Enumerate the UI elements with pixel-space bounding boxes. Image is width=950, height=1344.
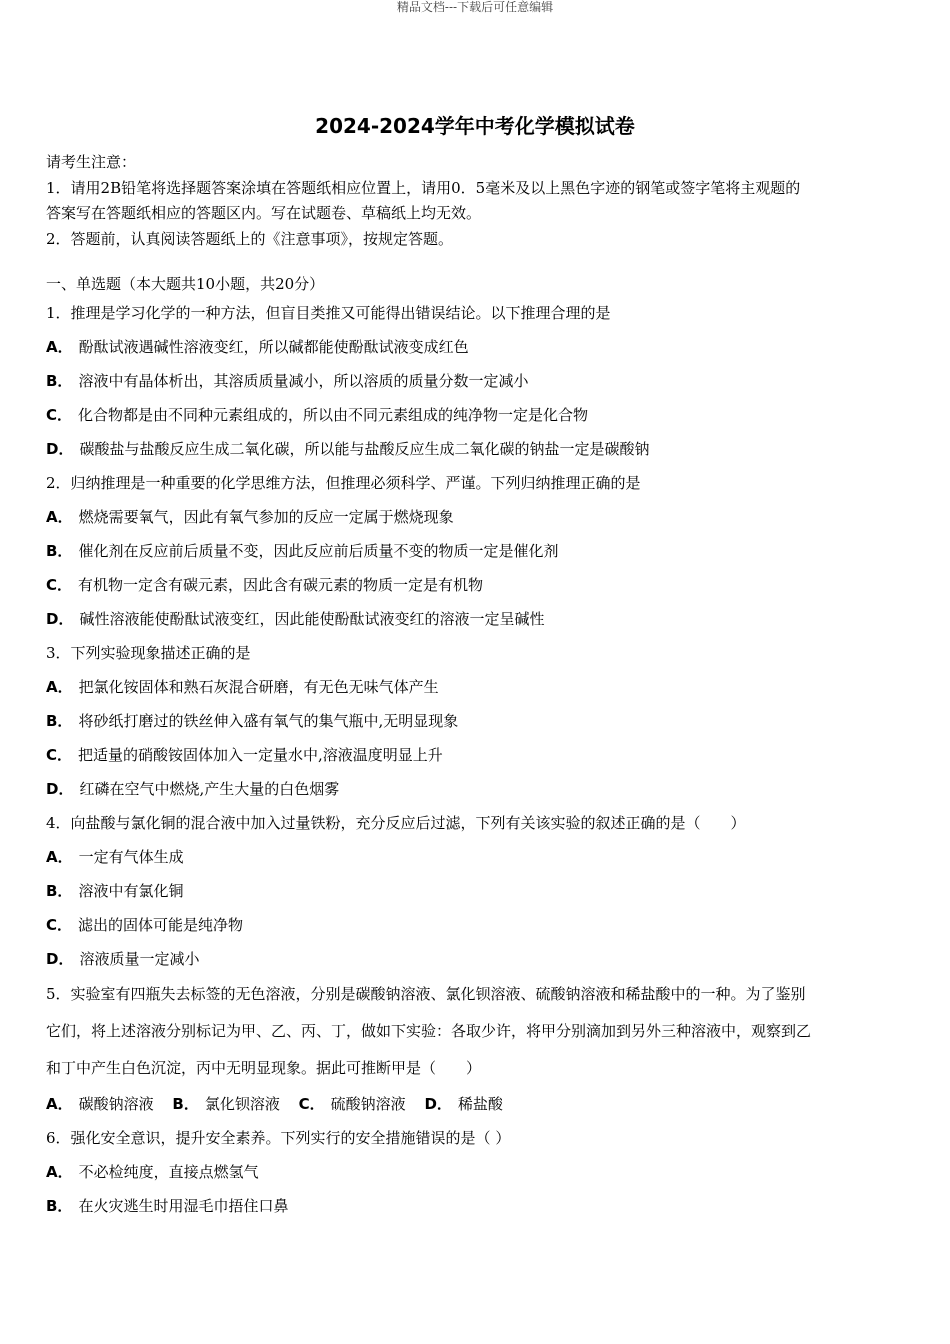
option-text: 在火灾逃生时用湿毛巾捂住口鼻 bbox=[78, 1197, 289, 1215]
option-text: 氯化钡溶液 bbox=[204, 1095, 280, 1113]
option-label: D． bbox=[46, 440, 74, 458]
option-label: A． bbox=[46, 508, 73, 526]
option-label: C． bbox=[46, 916, 73, 934]
questions-block bbox=[46, 296, 906, 1223]
question-4-stem: 4．向盐酸与氯化铜的混合液中加入过量铁粉，充分反应后过滤，下列有关该实验的叙述正确的是（ ） bbox=[46, 814, 746, 832]
section-heading: 一、单选题（本大题共10小题，共20分） bbox=[46, 275, 325, 293]
option-text: 红磷在空气中燃烧,产生大量的白色烟雾 bbox=[79, 780, 340, 798]
question-4-option-b bbox=[46, 874, 906, 908]
option-text: 化合物都是由不同种元素组成的，所以由不同元素组成的纯净物一定是化合物 bbox=[78, 406, 589, 424]
option-label: A． bbox=[46, 1163, 73, 1181]
question-1-option-b bbox=[46, 364, 906, 398]
option-text: 将砂纸打磨过的铁丝伸入盛有氧气的集气瓶中,无明显现象 bbox=[78, 712, 459, 730]
question-5-stem-line-2: 它们，将上述溶液分别标记为甲、乙、丙、丁，做如下实验：各取少许，将甲分别滴加到另外三种溶液中，观察到乙 bbox=[46, 1022, 812, 1040]
question-6-option-b bbox=[46, 1189, 906, 1223]
question-3-option-d bbox=[46, 772, 906, 806]
section-heading-block bbox=[46, 272, 906, 298]
option-text: 燃烧需要氧气，因此有氧气参加的反应一定属于燃烧现象 bbox=[78, 508, 454, 526]
question-2-option-b bbox=[46, 534, 906, 568]
page-header-note: 精品文档---下载后可任意编辑 bbox=[396, 0, 554, 14]
option-text: 把氯化铵固体和熟石灰混合研磨，有无色无味气体产生 bbox=[78, 678, 439, 696]
option-label: B． bbox=[46, 542, 73, 560]
option-text: 酚酞试液遇碱性溶液变红，所以碱都能使酚酞试液变成红色 bbox=[78, 338, 469, 356]
question-5-option-b bbox=[172, 1095, 279, 1113]
option-label: D． bbox=[46, 780, 74, 798]
question-3-stem: 3．下列实验现象描述正确的是 bbox=[46, 644, 251, 662]
question-6-option-a bbox=[46, 1155, 906, 1189]
option-label: A． bbox=[46, 678, 73, 696]
option-label: A． bbox=[46, 1095, 73, 1113]
page-title: 2024-2024学年中考化学模拟试卷 bbox=[315, 114, 635, 138]
option-text: 碳酸盐与盐酸反应生成二氧化碳，所以能与盐酸反应生成二氧化碳的钠盐一定是碳酸钠 bbox=[79, 440, 650, 458]
option-text: 滤出的固体可能是纯净物 bbox=[78, 916, 244, 934]
question-3-option-a bbox=[46, 670, 906, 704]
question-2-option-a bbox=[46, 500, 906, 534]
option-label: A． bbox=[46, 338, 73, 356]
option-label: C． bbox=[46, 746, 73, 764]
option-text: 不必检纯度，直接点燃氢气 bbox=[78, 1163, 259, 1181]
option-text: 硫酸钠溶液 bbox=[330, 1095, 406, 1113]
question-5-stem-line-3: 和丁中产生白色沉淀，丙中无明显现象。据此可推断甲是（ ） bbox=[46, 1059, 482, 1077]
option-label: B． bbox=[172, 1095, 199, 1113]
option-text: 把适量的硝酸铵固体加入一定量水中,溶液温度明显上升 bbox=[78, 746, 443, 764]
option-label: D． bbox=[46, 610, 74, 628]
option-text: 碱性溶液能使酚酞试液变红，因此能使酚酞试液变红的溶液一定呈碱性 bbox=[79, 610, 545, 628]
option-label: C． bbox=[46, 406, 73, 424]
question-5-option-d bbox=[424, 1095, 502, 1113]
option-text: 溶液中有氯化铜 bbox=[78, 882, 184, 900]
question-1-option-a bbox=[46, 330, 906, 364]
question-1-stem: 1．推理是学习化学的一种方法，但盲目类推又可能得出错误结论。以下推理合理的是 bbox=[46, 304, 611, 322]
question-4-option-a bbox=[46, 840, 906, 874]
question-2-option-d bbox=[46, 602, 906, 636]
option-text: 稀盐酸 bbox=[457, 1095, 503, 1113]
option-text: 催化剂在反应前后质量不变，因此反应前后质量不变的物质一定是催化剂 bbox=[78, 542, 559, 560]
question-5-stem-line-1: 5．实验室有四瓶失去标签的无色溶液，分别是碳酸钠溶液、氯化钡溶液、硫酸钠溶液和稀盐酸中的一种。为了鉴别 bbox=[46, 985, 806, 1003]
question-5-options bbox=[46, 1087, 906, 1121]
option-text: 有机物一定含有碳元素，因此含有碳元素的物质一定是有机物 bbox=[78, 576, 484, 594]
notice-item-2: 2．答题前，认真阅读答题纸上的《注意事项》，按规定答题。 bbox=[46, 229, 454, 248]
notice-block bbox=[46, 150, 906, 252]
option-text: 溶液中有晶体析出，其溶质质量减小，所以溶质的质量分数一定减小 bbox=[78, 372, 529, 390]
option-label: D． bbox=[424, 1095, 452, 1113]
option-label: C． bbox=[46, 576, 73, 594]
option-label: A． bbox=[46, 848, 73, 866]
option-label: C． bbox=[298, 1095, 325, 1113]
notice-heading: 请考生注意： bbox=[46, 153, 137, 171]
option-text: 一定有气体生成 bbox=[78, 848, 184, 866]
option-label: D． bbox=[46, 950, 74, 968]
question-1-option-c bbox=[46, 398, 906, 432]
notice-item-1-line-1: 1．请用2B铅笔将选择题答案涂填在答题纸相应位置上，请用0．5毫米及以上黑色字迹的钢笔或签字笔将主观题的 bbox=[46, 178, 801, 197]
question-3-option-c bbox=[46, 738, 906, 772]
question-4-option-c bbox=[46, 908, 906, 942]
option-text: 碳酸钠溶液 bbox=[78, 1095, 154, 1113]
question-2-option-c bbox=[46, 568, 906, 602]
option-label: B． bbox=[46, 372, 73, 390]
notice-item-1-line-2: 答案写在答题纸相应的答题区内。写在试题卷、草稿纸上均无效。 bbox=[46, 204, 482, 222]
option-text: 溶液质量一定减小 bbox=[79, 950, 200, 968]
option-label: B． bbox=[46, 1197, 73, 1215]
question-2-stem: 2．归纳推理是一种重要的化学思维方法，但推理必须科学、严谨。下列归纳推理正确的是 bbox=[46, 474, 641, 492]
option-label: B． bbox=[46, 712, 73, 730]
question-5-option-c bbox=[299, 1095, 406, 1113]
question-1-option-d bbox=[46, 432, 906, 466]
question-6-stem: 6．强化安全意识，提升安全素养。下列实行的安全措施错误的是（ ） bbox=[46, 1129, 511, 1147]
question-3-option-b bbox=[46, 704, 906, 738]
option-label: B． bbox=[46, 882, 73, 900]
question-4-option-d bbox=[46, 942, 906, 976]
question-5-option-a bbox=[46, 1095, 154, 1113]
